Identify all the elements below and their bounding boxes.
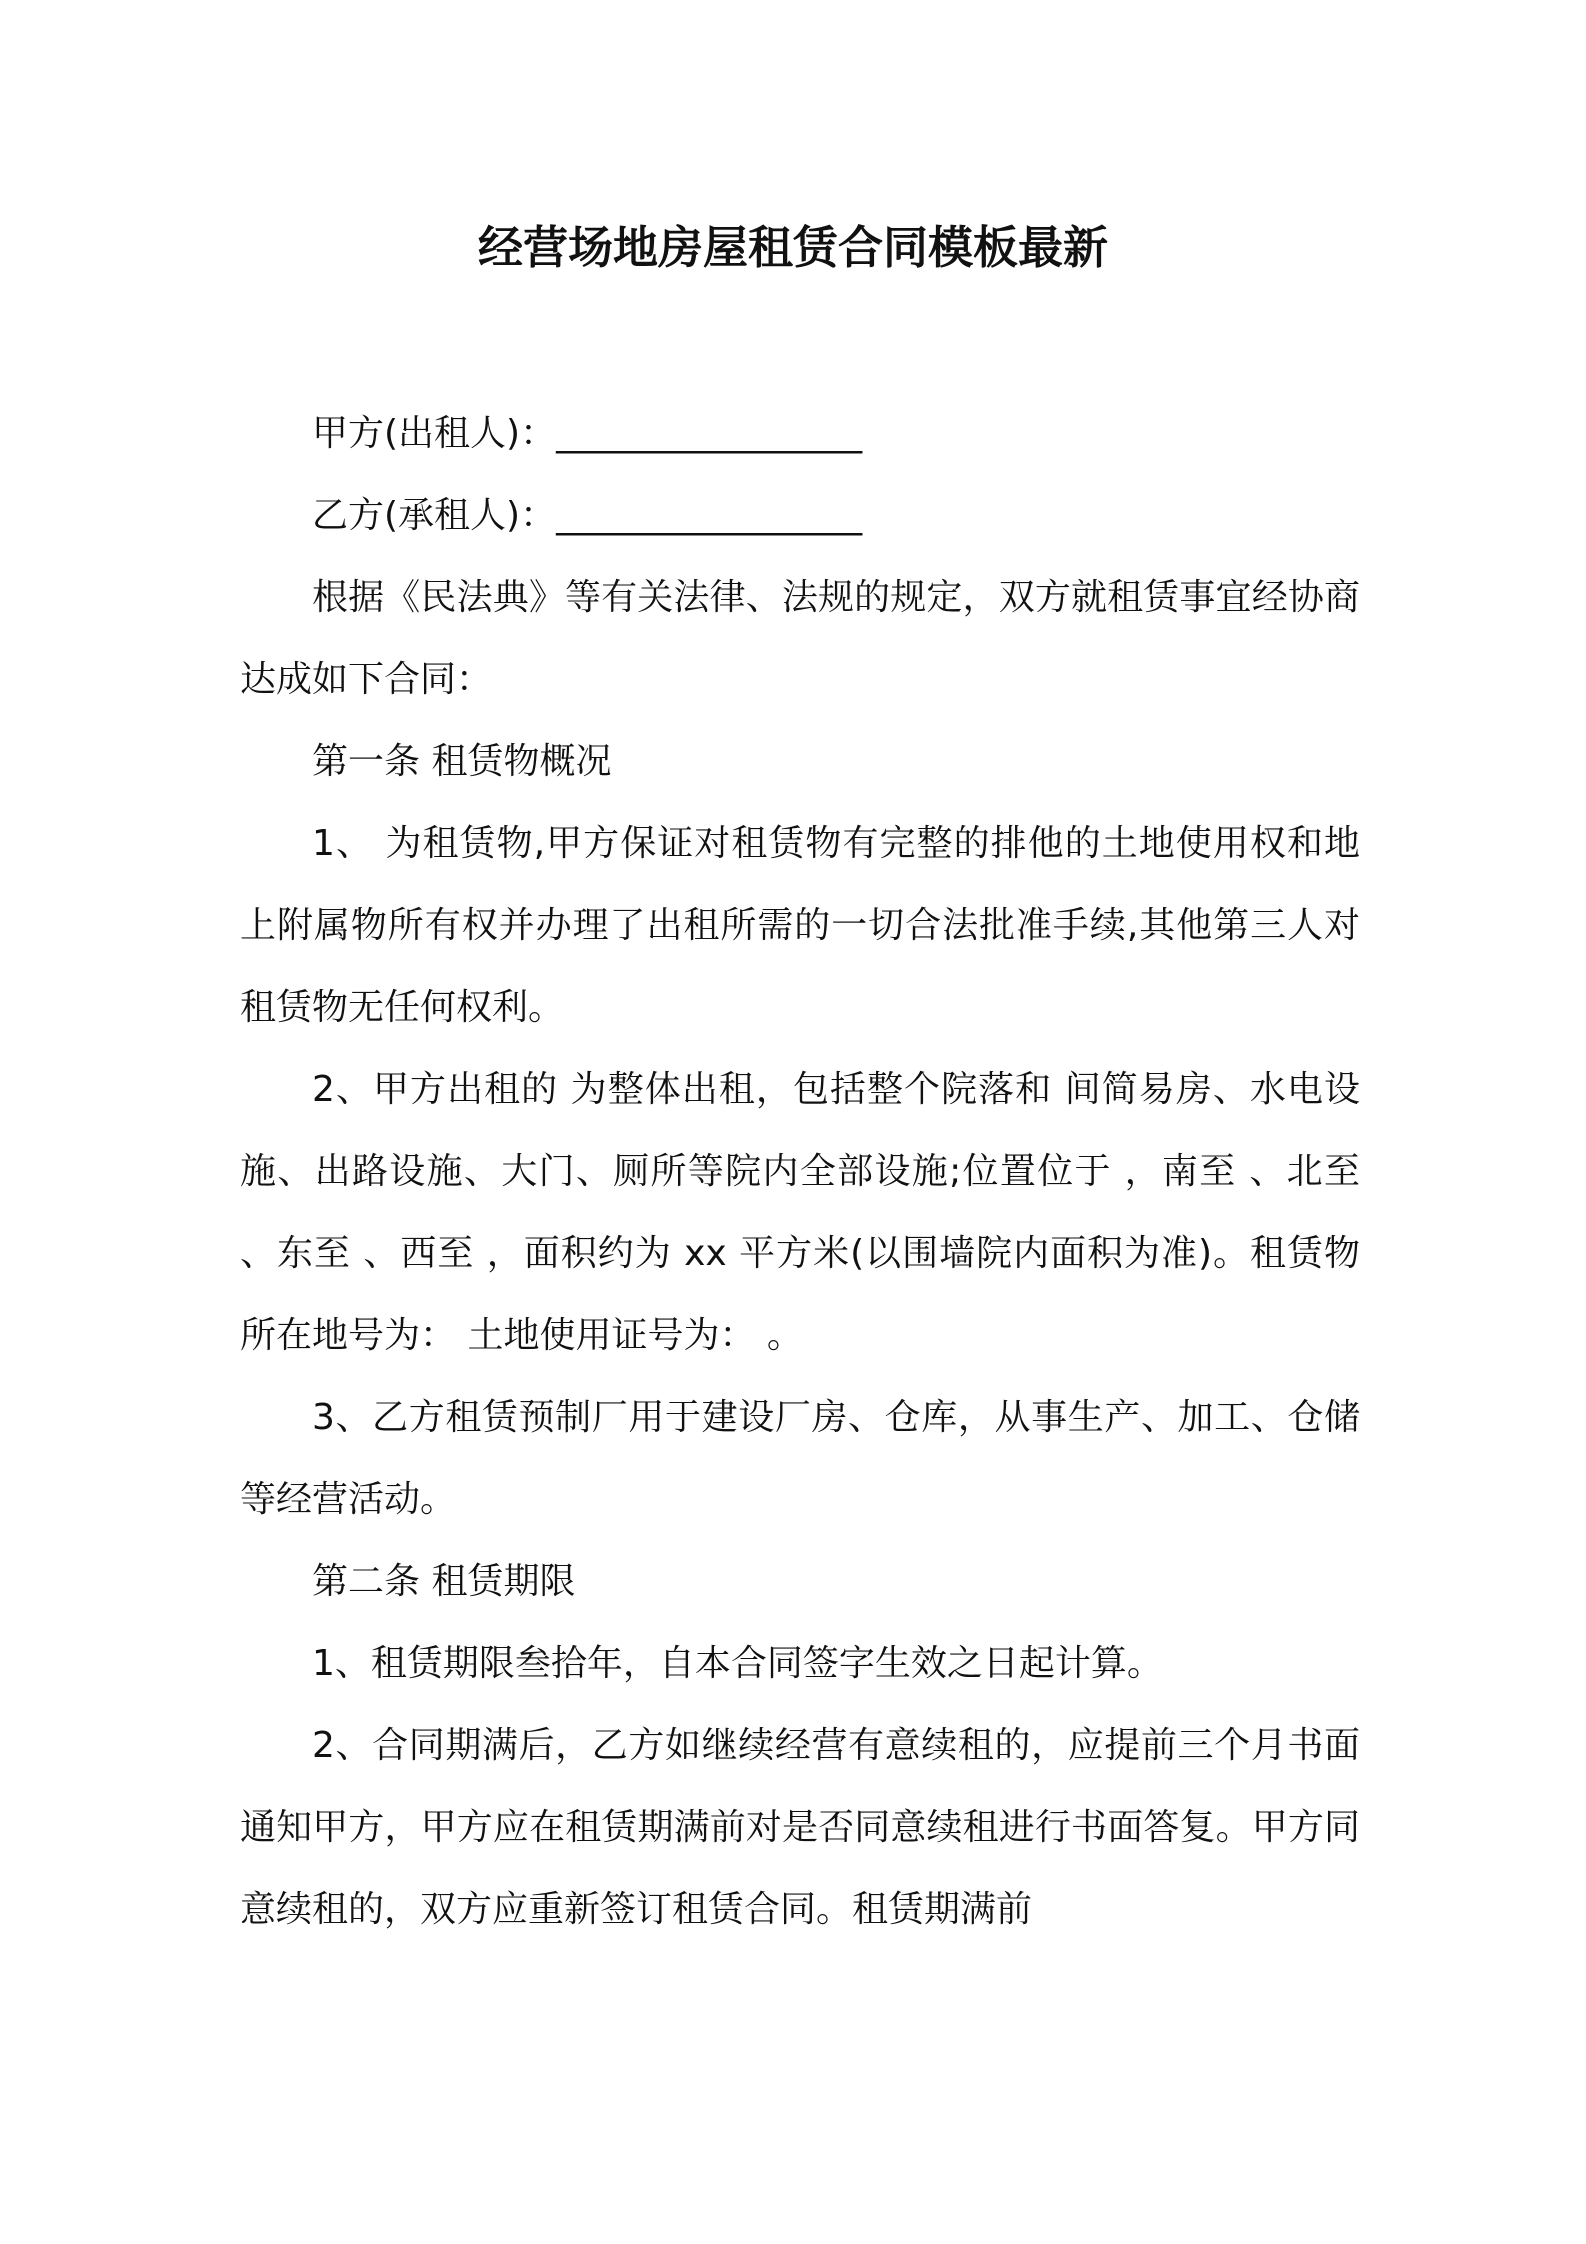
article-1-clause-2: 2、甲方出租的 为整体出租，包括整个院落和 间简易房、水电设施、出路设施、大门、厕所等院内全部设施;位置位于 ，南至 、北至 、东至 、西至 ，面积约为 xx 平方米(以围墙院内面积为准)。租赁物所在地号为： 土地使用证号为： 。 — [240, 1069, 1360, 1356]
document-title: 经营场地房屋租赁合同模板最新 — [477, 221, 1108, 274]
article-1-heading: 第一条 租赁物概况 — [312, 741, 612, 782]
party-b-line: 乙方(承租人)：_________________ — [312, 495, 863, 536]
article-1-clause-1: 1、 为租赁物,甲方保证对租赁物有完整的排他的土地使用权和地上附属物所有权并办理了出租所需的一切合法批准手续,其他第三人对租赁物无任何权利。 — [240, 823, 1360, 1028]
party-a-line: 甲方(出租人)：_________________ — [312, 413, 863, 454]
article-2-clause-2: 2、合同期满后，乙方如继续经营有意续租的，应提前三个月书面通知甲方，甲方应在租赁期满前对是否同意续租进行书面答复。甲方同意续租的，双方应重新签订租赁合同。租赁期满前 — [240, 1725, 1360, 1930]
article-2-heading: 第二条 租赁期限 — [312, 1561, 576, 1602]
preamble-paragraph: 根据《民法典》等有关法律、法规的规定，双方就租赁事宜经协商达成如下合同： — [240, 577, 1360, 700]
article-1-clause-3: 3、乙方租赁预制厂用于建设厂房、仓库，从事生产、加工、仓储等经营活动。 — [240, 1397, 1360, 1520]
document-body — [240, 393, 1360, 1951]
article-2-clause-1: 1、租赁期限叁拾年，自本合同签字生效之日起计算。 — [312, 1643, 1163, 1684]
